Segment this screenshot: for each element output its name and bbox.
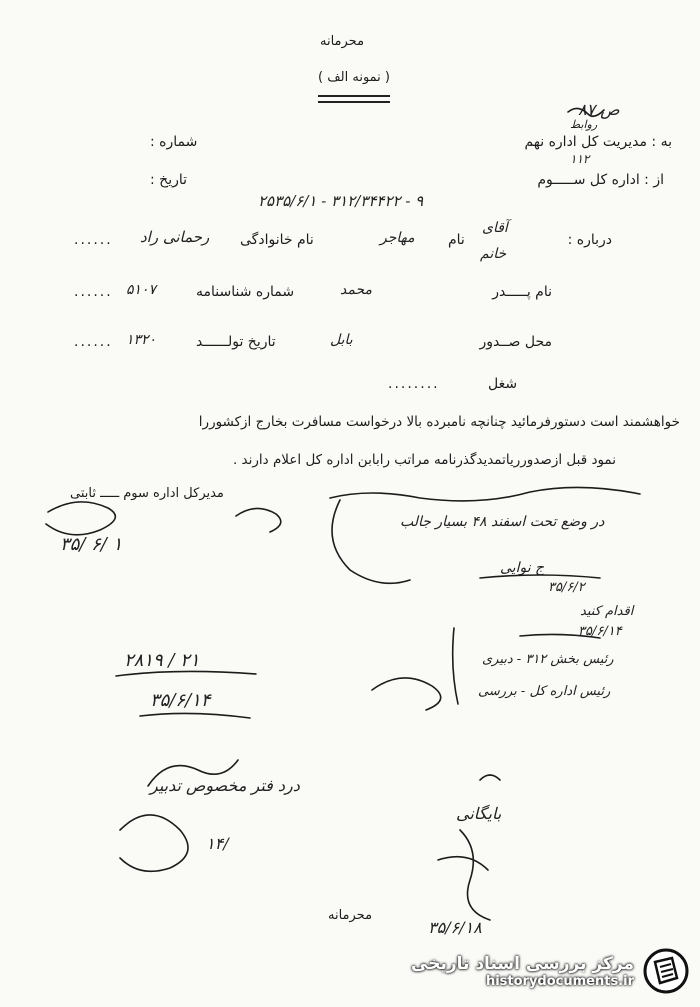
date-label: تاریخ : bbox=[150, 172, 188, 188]
watermark-text bbox=[411, 954, 634, 989]
ink-stroke bbox=[453, 628, 458, 704]
bottom-center-note: بایگانی bbox=[456, 804, 502, 823]
bottom-left-note: درد فتر مخصوص تدبیر bbox=[150, 776, 300, 795]
handwritten-dept: رئیس بخش ۳۱۲ - دبیری bbox=[482, 652, 614, 667]
director-signature-line: مدیرکل اداره سوم ـــــ ثابتی bbox=[70, 486, 224, 501]
job-label: شغل bbox=[488, 376, 518, 392]
ink-stroke bbox=[236, 508, 281, 532]
title-mrs: خانم bbox=[480, 246, 507, 262]
handwritten-dept-2: رئیس اداره کل - بررسی bbox=[478, 684, 611, 699]
ink-stroke bbox=[438, 857, 488, 870]
number-label: شماره : bbox=[150, 134, 198, 150]
birth-label: تاریخ تولــــــد bbox=[196, 334, 276, 350]
issue-value: بابل bbox=[330, 332, 353, 348]
issue-label: محل صــدور bbox=[479, 334, 552, 350]
number-date: ۳۵/۶/۱۴ bbox=[150, 690, 211, 711]
bottom-center-date: ۳۵/۶/۱۸ bbox=[428, 918, 482, 937]
handwritten-right-1: در وضع تحت اسفند ۴۸ بسیار جالب bbox=[400, 514, 605, 530]
family-dots: ...... bbox=[74, 232, 113, 248]
body-line-1: خواهشمند است دستورفرمائید چنانچه نامبرده بالا درخواست مسافرت بخارج ازکشوررا bbox=[198, 414, 680, 430]
director-date: ۳۵/ ۶/ ۱ bbox=[60, 534, 123, 555]
ink-stroke bbox=[116, 671, 256, 676]
ink-stroke bbox=[480, 575, 600, 578]
job-dots: ........ bbox=[388, 376, 440, 392]
reference-sub: روابط bbox=[570, 118, 598, 131]
handwritten-right-2: ج نوایی bbox=[500, 560, 545, 576]
regarding-label: درباره : bbox=[567, 232, 612, 248]
father-label: نام پـــــدر bbox=[492, 284, 552, 300]
title-mr: آقای bbox=[482, 220, 508, 236]
birth-dots: ...... bbox=[74, 334, 113, 350]
father-value: محمد bbox=[340, 282, 372, 298]
id-value: ۵۱۰۷ bbox=[126, 282, 157, 298]
reference-112: ۱۱۲ bbox=[570, 152, 590, 166]
ink-stroke bbox=[332, 500, 410, 583]
ink-stroke bbox=[120, 815, 188, 871]
id-label: شماره شناسنامه bbox=[196, 284, 295, 300]
handwritten-note-date: ۳۵/۶/۱۴ bbox=[578, 624, 622, 639]
watermark-url: historydocuments.ir bbox=[485, 973, 634, 989]
to-label: به : مدیریت کل اداره نهم bbox=[524, 134, 672, 150]
family-value: رحمانی راد bbox=[140, 228, 210, 246]
reference-top: ص ۸۷ bbox=[578, 100, 620, 119]
id-dots: ...... bbox=[74, 284, 113, 300]
archive-logo-icon bbox=[642, 947, 690, 995]
watermark-title: مرکز بررسی اسناد تاریخی bbox=[411, 953, 634, 974]
ink-stroke bbox=[568, 108, 604, 116]
number-stamp: ۲۸۱۹ / ۲۱ bbox=[124, 650, 200, 671]
ink-stroke bbox=[480, 775, 500, 780]
handwritten-note: اقدام کنید bbox=[580, 604, 634, 619]
handwritten-right-date: ۳۵/۶/۲ bbox=[548, 580, 585, 595]
ink-stroke bbox=[460, 830, 490, 920]
body-line-2: نمود قبل ازصدورریاتمدیدگذرنامه مراتب رابابن اداره کل اعلام دارند . bbox=[232, 452, 616, 468]
classification-bottom: محرمانه bbox=[328, 908, 373, 923]
form-label: ( نمونه الف ) bbox=[318, 70, 391, 85]
name-value: مهاجر bbox=[380, 230, 415, 246]
from-label: از : اداره کل ســـــوم bbox=[537, 172, 664, 188]
reference-line: ۲۵۳۵/۶/۱ - ۳۱۲/۳۴۴۲۲ - ۹ bbox=[258, 192, 424, 210]
ink-stroke bbox=[148, 760, 238, 786]
name-label: نام bbox=[448, 232, 465, 248]
ink-stroke bbox=[372, 678, 441, 710]
bottom-left-date: ۱۴/ bbox=[206, 834, 229, 853]
ink-stroke bbox=[46, 502, 115, 535]
watermark bbox=[390, 943, 690, 999]
ink-stroke bbox=[520, 634, 600, 638]
birth-value: ۱۳۲۰ bbox=[126, 332, 157, 348]
ink-stroke bbox=[140, 713, 250, 718]
ink-stroke bbox=[330, 487, 640, 500]
family-label: نام خانوادگی bbox=[240, 232, 314, 248]
classification-top: محرمانه bbox=[320, 34, 365, 49]
